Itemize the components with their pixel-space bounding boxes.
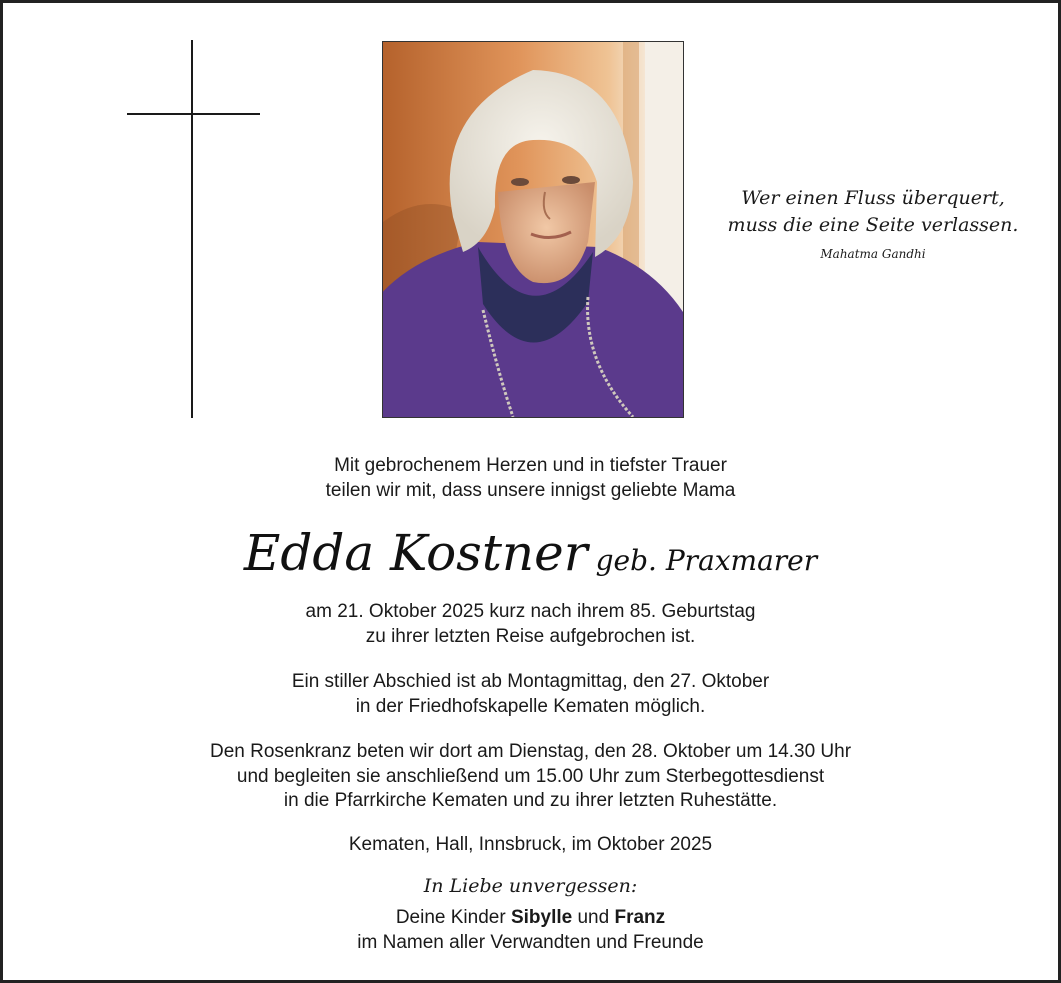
intro-text [3,454,1058,503]
farewell-line-2: in der Friedhofskapelle Kematen möglich. [355,695,706,717]
portrait-photo [382,41,684,418]
service-line-3: in die Pfarrkirche Kematen und zu ihrer letzten Ruhestätte. [283,790,778,811]
quote [703,185,1043,261]
farewell-line-1: Ein stiller Abschied ist ab Montagmittag, den 27. Oktober [291,671,770,692]
service-line-1: Den Rosenkranz beten wir dort am Dienstag, den 28. Oktober um 14.30 Uhr [209,741,852,762]
quote-line-2: muss die eine Seite verlassen. [727,214,1019,236]
service-text [3,740,1058,814]
deceased-name [3,524,1058,582]
cross-icon-bar [127,113,260,115]
death-text [3,600,1058,649]
deceased-birth-name: geb. Praxmarer [595,544,818,577]
relatives-line: im Namen aller Verwandten und Freunde [357,931,704,953]
intro-line-1: Mit gebrochenem Herzen und in tiefster Trauer [334,455,727,476]
conjunction: und [577,907,610,928]
quote-author: Mahatma Gandhi [820,247,926,261]
cross-icon [191,40,193,418]
signatories [3,906,1058,955]
quote-line-1: Wer einen Fluss überquert, [741,187,1005,209]
farewell-text [3,670,1058,719]
child-name-1: Sibylle [510,907,573,928]
child-name-2: Franz [614,907,666,928]
portrait-illustration [383,42,683,417]
intro-line-2: teilen wir mit, dass unsere innigst geliebte Mama [325,479,736,501]
deceased-full-name: Edda Kostner [243,524,588,582]
death-line-1: am 21. Oktober 2025 kurz nach ihrem 85. Geburtstag [305,601,756,622]
death-line-2: zu ihrer letzten Reise aufgebrochen ist. [365,625,696,647]
service-line-2: und begleiten sie anschließend um 15.00 Uhr zum Sterbegottesdienst [236,765,825,787]
children-line [3,906,1058,931]
memory-line: In Liebe unvergessen: [423,875,638,897]
children-prefix: Deine Kinder [395,907,506,928]
place-date: Kematen, Hall, Innsbruck, im Oktober 2025 [348,834,713,855]
